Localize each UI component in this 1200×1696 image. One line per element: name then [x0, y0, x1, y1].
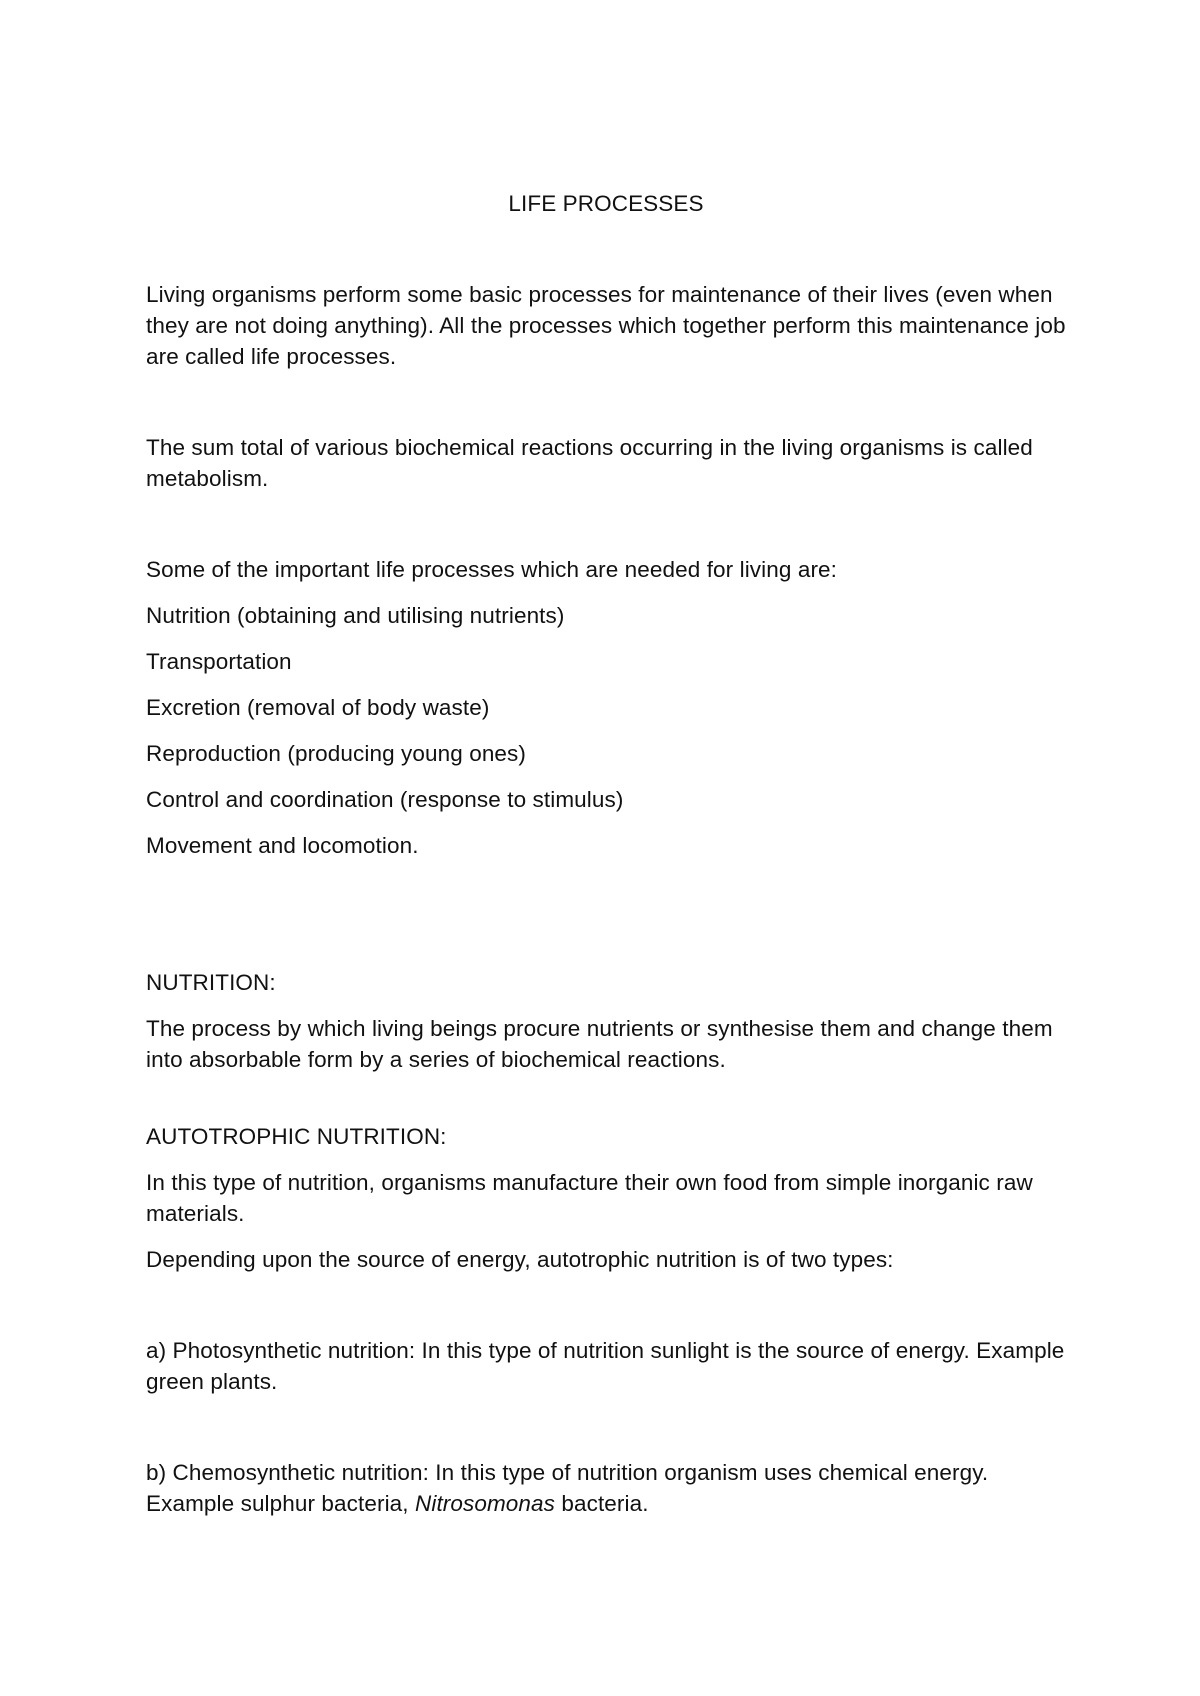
autotrophic-heading: AUTOTROPHIC NUTRITION: — [146, 1124, 447, 1149]
chemosynthetic-italic-term: Nitrosomonas — [415, 1491, 556, 1516]
nutrition-heading: NUTRITION: — [146, 970, 276, 995]
chemosynthetic-text: b) Chemosynthetic nutrition: In this type of nutrition organism uses chemical energy. Example sulphur bacteria, — [146, 1460, 989, 1516]
metabolism-paragraph: The sum total of various biochemical reactions occurring in the living organisms is called metabolism. — [146, 435, 1033, 491]
nutrition-definition: The process by which living beings procure nutrients or synthesise them and change them into absorbable form by a series of biochemical reactions. — [146, 1016, 1053, 1072]
list-item: Control and coordination (response to stimulus) — [146, 787, 624, 812]
photosynthetic-paragraph: a) Photosynthetic nutrition: In this type of nutrition sunlight is the source of energy. Example green plants. — [146, 1338, 1065, 1394]
list-intro: Some of the important life processes which are needed for living are: — [146, 557, 838, 582]
list-item: Movement and locomotion. — [146, 833, 419, 858]
life-processes-list — [146, 600, 1066, 861]
list-item: Excretion (removal of body waste) — [146, 695, 490, 720]
document-body — [146, 188, 1066, 1519]
chemosynthetic-paragraph — [146, 1457, 1066, 1519]
autotrophic-definition: In this type of nutrition, organisms manufacture their own food from simple inorganic raw materials. — [146, 1170, 1033, 1226]
list-item: Nutrition (obtaining and utilising nutrients) — [146, 603, 565, 628]
list-item: Reproduction (producing young ones) — [146, 741, 526, 766]
autotrophic-types-intro: Depending upon the source of energy, autotrophic nutrition is of two types: — [146, 1247, 894, 1272]
page-title: LIFE PROCESSES — [508, 191, 704, 216]
intro-paragraph: Living organisms perform some basic processes for maintenance of their lives (even when they are not doing anything). All the processes which together perform this maintenance job are called life processes. — [146, 282, 1066, 369]
list-item: Transportation — [146, 649, 292, 674]
chemosynthetic-end: bacteria. — [561, 1491, 649, 1516]
